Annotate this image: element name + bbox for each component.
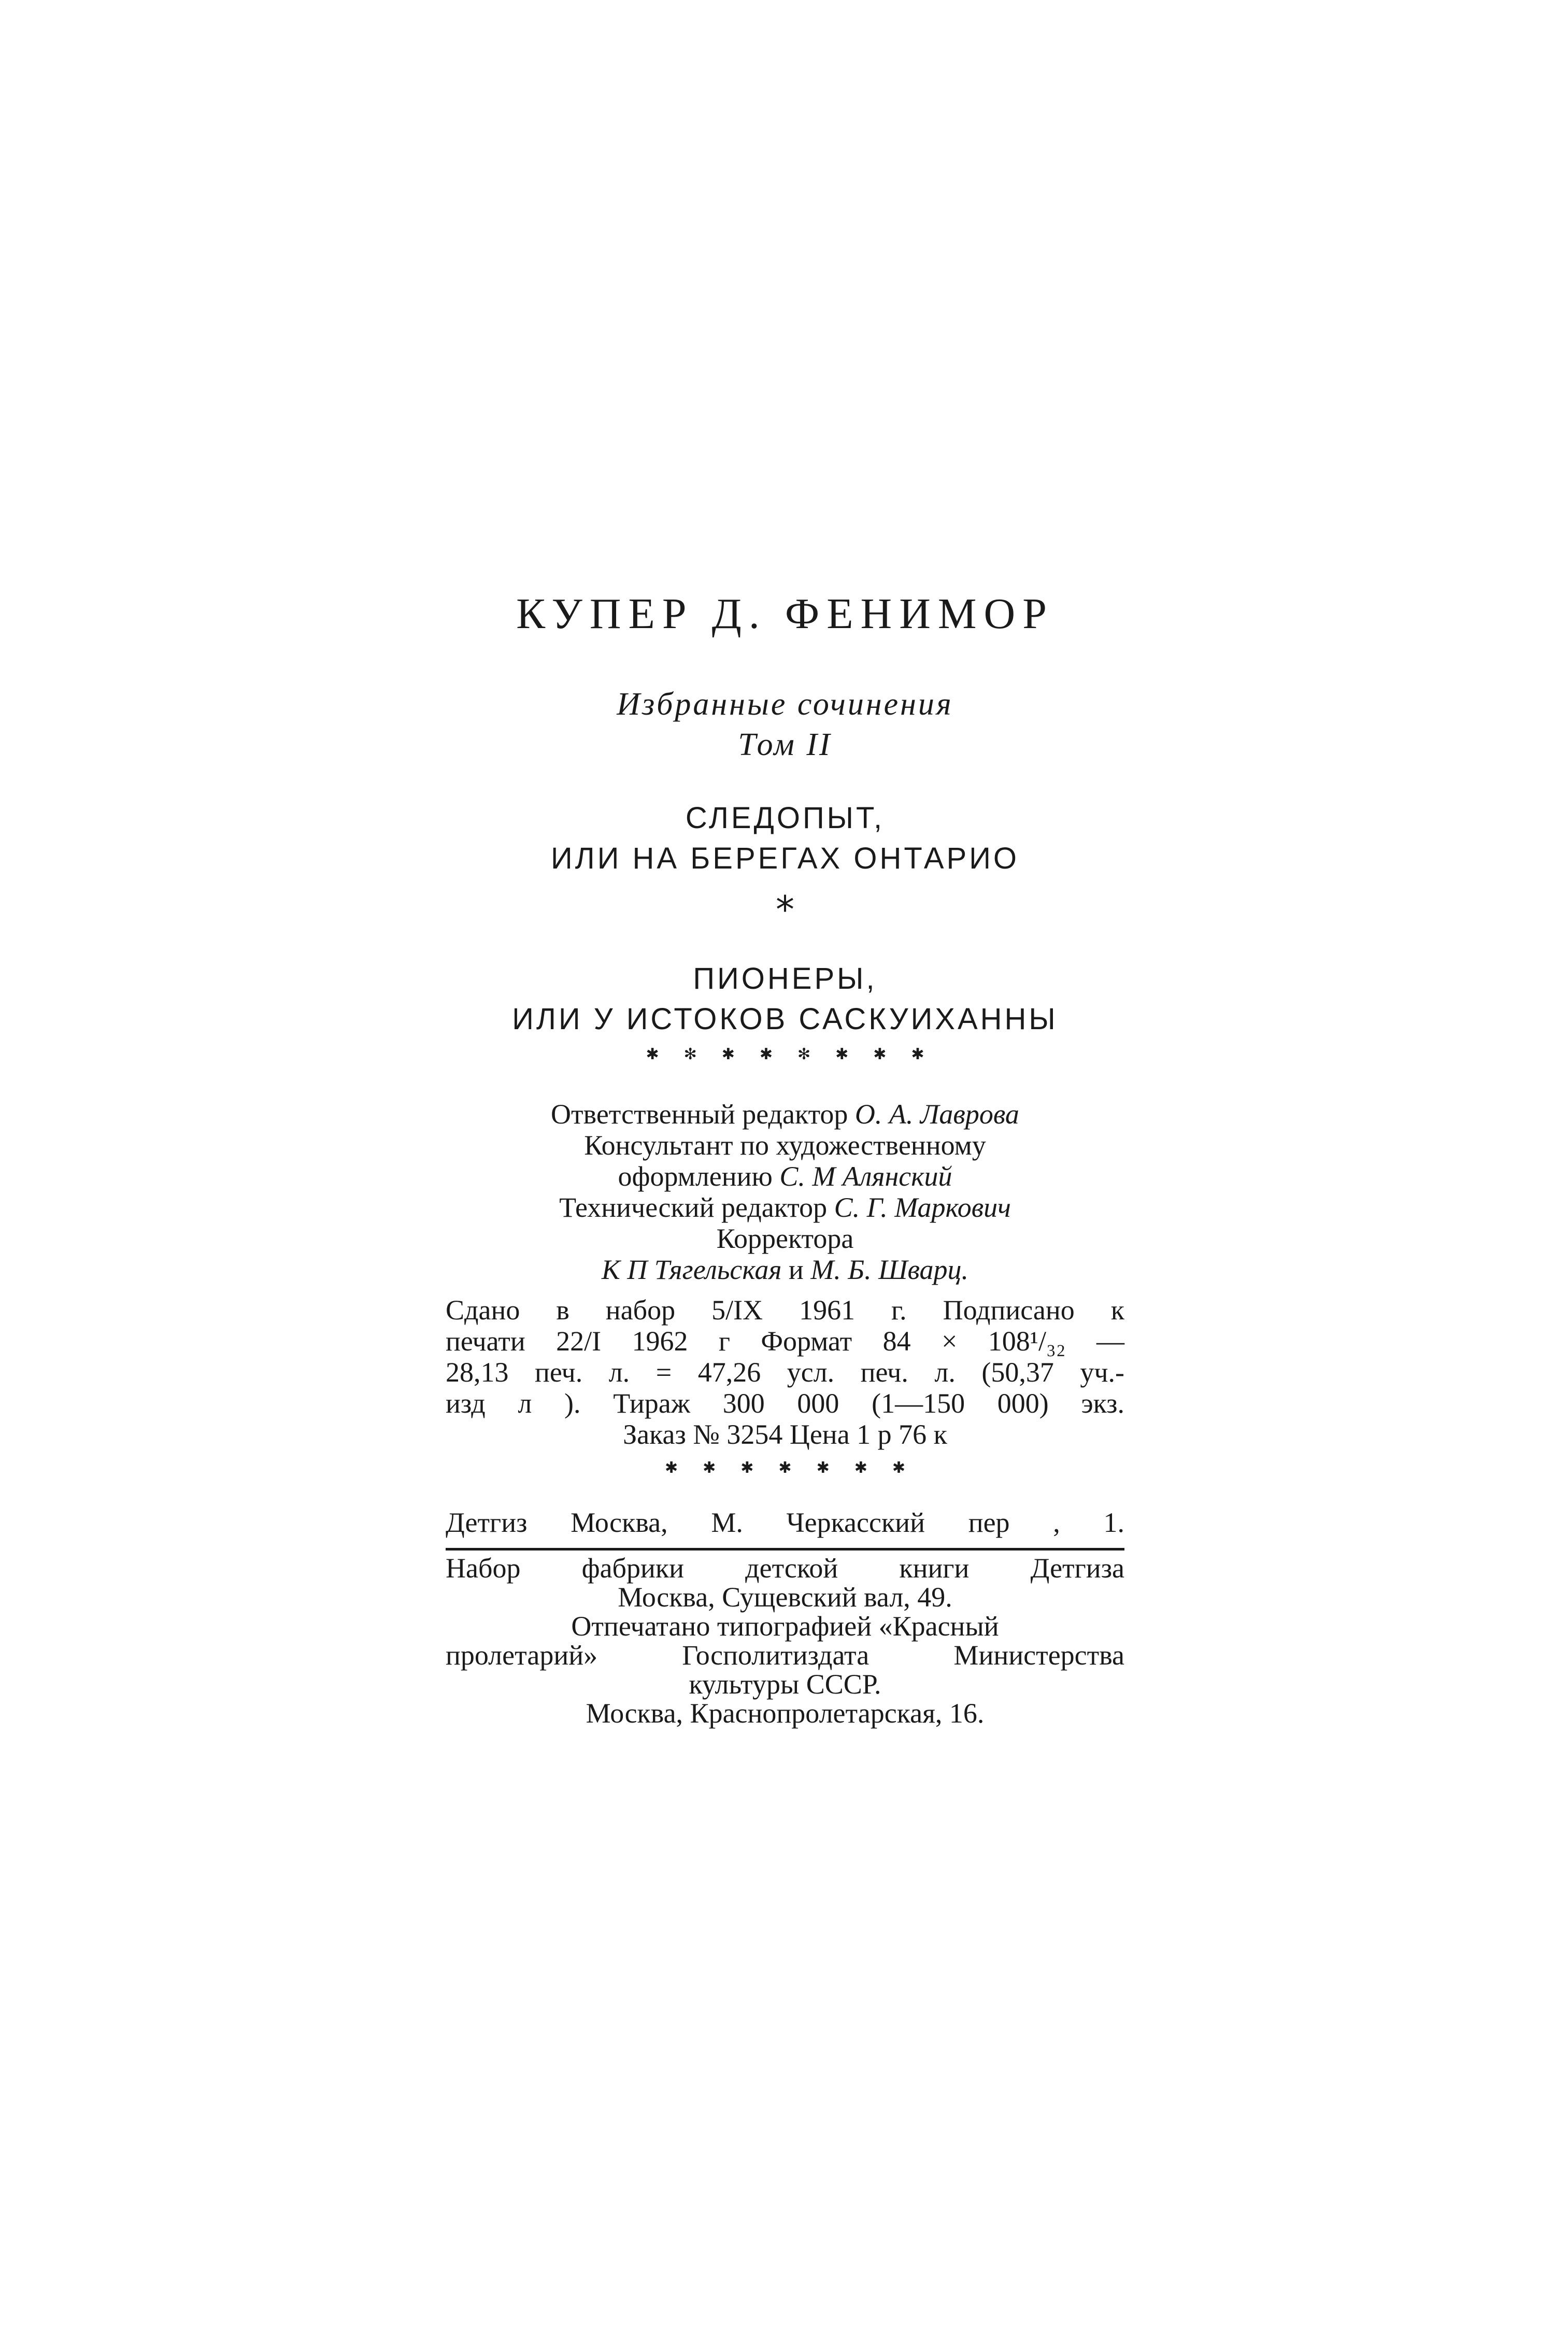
work-title-line: ИЛИ У ИСТОКОВ САСКУИХАННЫ xyxy=(512,1002,1058,1036)
star-ornament: ✱ xyxy=(816,1459,830,1477)
star-ornament: ✱ xyxy=(703,1459,716,1477)
credit-person: С. Г. Маркович xyxy=(834,1192,1011,1223)
work-title-pioneers xyxy=(446,959,1124,1040)
imprint-line: Заказ № 3254 Цена 1 р 76 к xyxy=(623,1419,947,1450)
star-ornament: ✱ xyxy=(646,1045,659,1063)
printing-line: Москва, Сущевский вал, 49. xyxy=(618,1582,952,1613)
asterisk-separator: * xyxy=(776,888,794,931)
credit-tech-editor xyxy=(446,1192,1124,1223)
printing-line: Москва, Краснопролетарская, 16. xyxy=(586,1698,985,1729)
printing-line: Отпечатано типографией «Красный xyxy=(571,1611,999,1642)
credits-section xyxy=(446,1099,1124,1285)
imprint-section xyxy=(446,1294,1124,1450)
credit-person: М. Б. Шварц. xyxy=(810,1254,969,1285)
credit-consultant xyxy=(446,1161,1124,1192)
star-ornament: ✻ xyxy=(683,1045,697,1063)
printing-section xyxy=(446,1554,1124,1728)
printing-line: Набор фабрики детской книги Детгиза xyxy=(446,1553,1124,1584)
ornamental-star-row xyxy=(446,1042,1124,1068)
imprint-line: Сдано в набор 5/IX 1961 г. Подписано к xyxy=(446,1294,1124,1326)
work-title-pathfinder xyxy=(446,798,1124,879)
imprint-line: печати 22/I 1962 г Формат 84 × 108¹/₃₂ — xyxy=(446,1326,1124,1357)
star-ornament: ✱ xyxy=(892,1459,905,1477)
star-ornament: ✻ xyxy=(797,1045,811,1063)
horizontal-rule xyxy=(446,1548,1124,1550)
star-ornament: ✱ xyxy=(721,1045,735,1063)
collection-title: Избранные сочинения xyxy=(617,687,953,722)
author-name: КУПЕР Д. ФЕНИМОР xyxy=(516,590,1054,638)
imprint-line: изд л ). Тираж 300 000 (1—150 000) экз. xyxy=(446,1388,1124,1419)
star-ornament: ✱ xyxy=(854,1459,867,1477)
credit-role: Корректора xyxy=(716,1223,854,1254)
publisher-address: Детгиз Москва, М. Черкасский пер , 1. xyxy=(446,1507,1124,1538)
credit-person: О. А. Лаврова xyxy=(854,1099,1019,1130)
credit-editor xyxy=(446,1099,1124,1130)
star-ornament: ✱ xyxy=(873,1045,887,1063)
star-ornament: ✱ xyxy=(759,1045,773,1063)
star-ornament: ✱ xyxy=(911,1045,924,1063)
credit-role: Ответственный редактор xyxy=(551,1099,848,1130)
work-title-line: ИЛИ НА БЕРЕГАХ ОНТАРИО xyxy=(550,842,1020,875)
star-ornament: ✱ xyxy=(740,1459,754,1477)
ornamental-star-row xyxy=(446,1455,1124,1481)
star-ornament: ✱ xyxy=(665,1459,678,1477)
imprint-line: 28,13 печ. л. = 47,26 усл. печ. л. (50,37 уч.- xyxy=(446,1357,1124,1388)
star-ornament: ✱ xyxy=(835,1045,849,1063)
collection-heading xyxy=(446,684,1124,765)
printing-line: пролетарий» Госполитиздата Министерства xyxy=(446,1640,1124,1671)
credit-role: Технический редактор xyxy=(559,1192,828,1223)
work-title-line: СЛЕДОПЫТ, xyxy=(685,801,885,835)
star-ornament: ✱ xyxy=(778,1459,792,1477)
credit-role: оформлению xyxy=(618,1161,773,1192)
printing-line: культуры СССР. xyxy=(689,1669,881,1700)
credit-conjunction: и xyxy=(788,1254,804,1285)
volume-number: Том II xyxy=(738,727,832,762)
credit-person: К П Тягельская xyxy=(601,1254,782,1285)
work-title-line: ПИОНЕРЫ, xyxy=(693,962,877,995)
credit-role: Консультант по художественному xyxy=(584,1130,986,1161)
credit-proofreaders xyxy=(446,1254,1124,1285)
credit-person: С. М Алянский xyxy=(779,1161,952,1192)
